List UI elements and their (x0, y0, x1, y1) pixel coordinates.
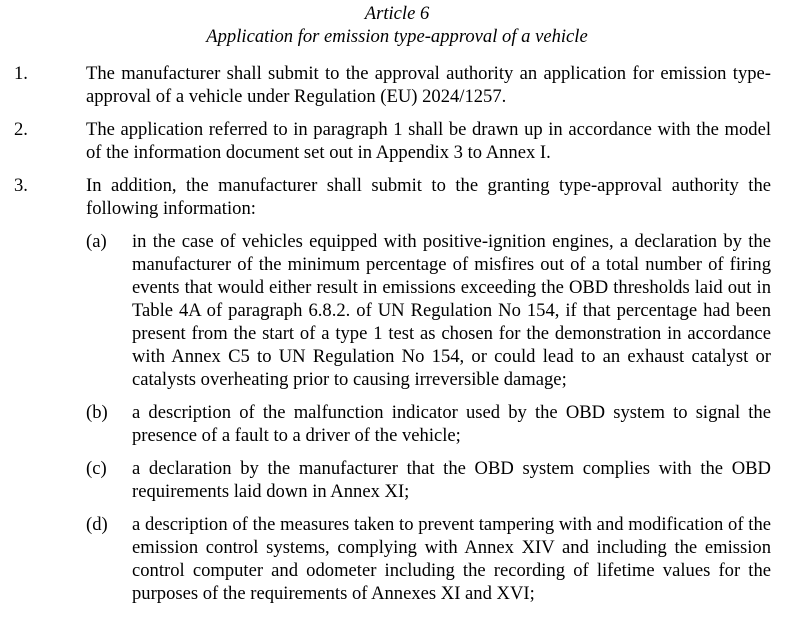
sub-item-b (86, 401, 771, 447)
article-subtitle: Application for emission type-approval of a vehicle (206, 26, 588, 47)
paragraph-text: The manufacturer shall submit to the approval authority an application for emission type-approval of a vehicle under Regulation (EU) 2024/1257. (86, 63, 771, 107)
paragraph-2 (14, 118, 771, 164)
sub-item-label: (c) (86, 458, 107, 479)
paragraph-1 (14, 62, 771, 108)
paragraph-3 (14, 174, 771, 605)
article-title: Article 6 (364, 3, 430, 24)
sub-item-d (86, 513, 771, 605)
sub-item-label: (d) (86, 514, 108, 535)
sub-item-a (86, 230, 771, 391)
sub-item-label: (b) (86, 402, 108, 423)
article-heading (0, 2, 794, 48)
sub-item-label: (a) (86, 231, 107, 252)
paragraph-number: 3. (14, 175, 28, 196)
paragraph-text: The application referred to in paragraph 1 shall be drawn up in accordance with the model of the information document set out in Appendix 3 to Annex I. (86, 119, 771, 163)
sub-item-text: a declaration by the manufacturer that the OBD system complies with the OBD requirements laid down in Annex XI; (132, 458, 771, 502)
paragraph-number: 2. (14, 119, 28, 140)
sub-item-text: in the case of vehicles equipped with positive-ignition engines, a declaration by the manufacturer of the minimum percentage of misfires out of a total number of firing events that would either result in emissions exceeding the OBD thresholds laid out in Table 4A of paragraph 6.8.2. of UN Regulation No 154, if that percentage had been present from the start of a type 1 test as chosen for the demonstration in accordance with Annex C5 to UN Regulation No 154, or could lead to an exhaust catalyst or catalysts overheating prior to causing irreversible damage; (132, 231, 771, 390)
sub-item-text: a description of the measures taken to prevent tampering with and modification of the emission control systems, complying with Annex XIV and including the emission control computer and odometer including the recording of lifetime values for the purposes of the requirements of Annexes XI and XVI; (132, 514, 771, 604)
sub-item-text: a description of the malfunction indicator used by the OBD system to signal the presence of a fault to a driver of the vehicle; (132, 402, 771, 446)
paragraph-text: In addition, the manufacturer shall submit to the granting type-approval authority the following information: (86, 175, 771, 219)
sub-item-c (86, 457, 771, 503)
paragraph-number: 1. (14, 63, 28, 84)
